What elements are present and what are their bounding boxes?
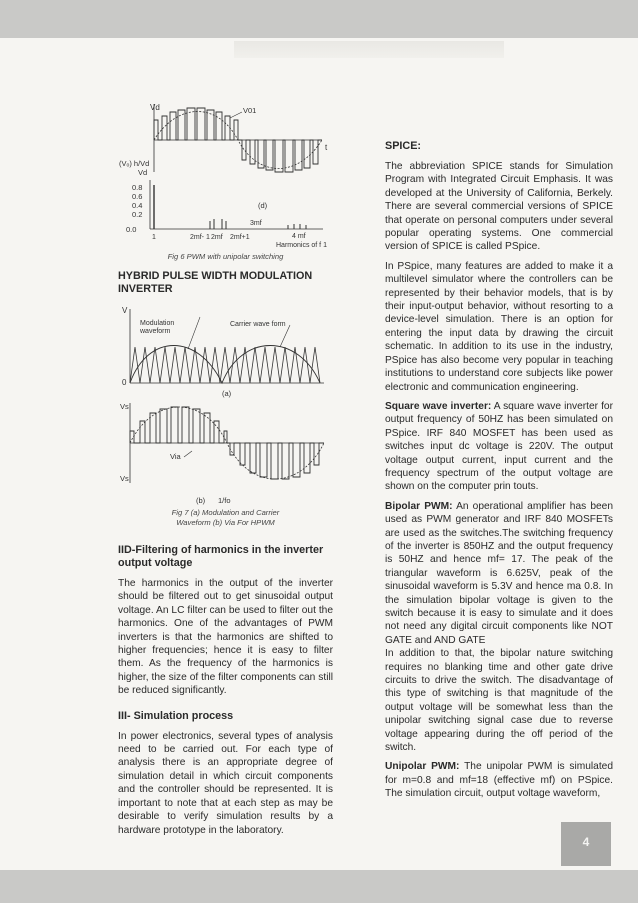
- para-spice-1: The abbreviation SPICE stands for Simulation Program with Integrated Circuit Emphasis. It was developed at the University of California, Berkely. There are several commercial versions of SPICE that operate on personal computers under several popular operating systems. One commercial version of SPICE is called PSpice.: [385, 161, 613, 253]
- fig7-figure: [118, 303, 333, 508]
- fig6-xtick-a: 2mf- 1: [190, 234, 210, 241]
- text-bipolar: An operational amplifier has been used as PWM generator and IRF 840 MOSFETs are used as the switches.The switching frequency of the inverter is 850HZ and the output frequency is 50HZ and hence mf= 17. The peak of the triangular waveform is 6.625V, peak of the sinusoidal waveform is 5.3V and hence ma 0.8. In the simulation bipolar voltage is given to the switch because it is easy to simulate and it does not need any digital circuit components like NOT GATE and AND GATE: [385, 500, 614, 646]
- fig6-ytick-2: 0.4: [132, 201, 143, 210]
- fig7a-zero-label: 0: [122, 378, 127, 387]
- fig7-caption-line2: Waveform (b) Via For HPWM: [176, 518, 275, 527]
- heading-filtering: IID-Filtering of harmonics in the inverter output voltage: [118, 544, 324, 569]
- text-unipolar: The unipolar PWM is simulated for m=0.8 and mf=18 (effective mf) on PSpice. The simulation circuit, output voltage waveform,: [385, 761, 614, 800]
- text-square-wave: A square wave inverter for output frequency of 50HZ has been simulated on PSpice. IRF 840 MOSFET has been used as switches input dc voltage is 220V. The output voltage output current, input current and the frequency spectrum of the output voltage are shown on the computer prin touts.: [385, 400, 613, 493]
- fig6-xtick-3mf: 3mf: [250, 220, 262, 227]
- fig7a-carrier-label: Carrier wave form: [230, 321, 286, 328]
- para-spice-2: In PSpice, many features are added to make it a multilevel simulator where the controllers can be represented by their behavior models, that is by their input-output behavior, without resorting to a device-level simulation. There is an option for entering the input data by drawing the circuit schematic. In addition to its use in the industry, PSpice has also become very popular in teaching institutions to understand core subjects like power electronic and communication engineering.: [385, 260, 613, 393]
- fig6-xtick-b: 2mf: [211, 234, 223, 241]
- fig7-caption: [118, 508, 333, 528]
- header-band: [234, 41, 504, 58]
- para-unipolar: [385, 760, 613, 800]
- fig7a-carrier-leader: [280, 325, 290, 347]
- fig7a-carrier-triangles: [130, 347, 320, 383]
- fig7a-mod-leader: [188, 317, 200, 349]
- fig7b-fo-label: 1/fo: [218, 496, 231, 505]
- fig7-v-label: V: [122, 306, 128, 315]
- fig7-caption-line1: Fig 7 (a) Modulation and Carrier: [171, 508, 280, 517]
- fig7a-modulation-label-1: Modulation: [140, 320, 175, 327]
- fig6-vd-label: Vd: [150, 103, 160, 112]
- fig6-figure: [118, 92, 333, 252]
- fig6-ytick-0: 0.8: [132, 183, 143, 192]
- fig7a-modulation-label-2: waveform: [140, 328, 171, 335]
- fig7b-vs-top: Vs: [120, 402, 129, 411]
- fig6-vd2-label: Vd: [138, 168, 148, 177]
- lead-bipolar: Bipolar PWM:: [385, 500, 453, 512]
- para-filtering: The harmonics in the output of the inverter should be filtered out to get sinusoidal output voltage. An LC filter can be used to filter out the harmonics. One of the advantages of PWM inverters is that the harmonics are shifted to higher frequencies; hence it is easy to filter them. As the frequency of the harmonics is higher, the size of the filter components can still be reduced significantly.: [118, 578, 333, 697]
- fig6-panel-label: (d): [258, 201, 268, 210]
- fig6-ytick-1: 0.6: [132, 192, 143, 201]
- fig6-ytick-3: 0.2: [132, 210, 143, 219]
- fig7a-panel-label: (a): [222, 389, 232, 398]
- fig6-ytick-4: 0.0: [126, 225, 137, 234]
- fig7b-vs-bottom: Vs: [120, 474, 129, 483]
- fig6-caption: Fig 6 PWM with unipolar switching: [167, 252, 284, 261]
- para-bipolar-2: In addition to that, the bipolar nature switching requires no blanking time and other gate drive circuits to drive the switch. The disadvantage of this type of switching is that magnitude of the output voltage will be somewhat less than the unipolar switching signal case due to reverse voltage appearing during the off period of the switch.: [385, 648, 613, 754]
- left-column: [118, 92, 333, 843]
- fig6-ratio-label: (Vₒ) h/Vd: [119, 159, 150, 168]
- fig6-xtick-c: 2mf+1: [230, 234, 250, 241]
- heading-simulation: III- Simulation process: [118, 709, 234, 722]
- heading-spice: SPICE:: [385, 140, 421, 152]
- fig7b-panel-label: (b): [196, 496, 206, 505]
- fig7a-modulation-arcs: [130, 346, 320, 384]
- fig6-xtick-1: 1: [152, 234, 156, 241]
- fig6-vo1-label: V01: [243, 106, 257, 115]
- fig7b-via-label: Via: [170, 452, 181, 461]
- para-square-wave: [385, 400, 613, 494]
- heading-hybrid-pwm: HYBRID PULSE WIDTH MODULATION INVERTER: [118, 270, 313, 295]
- page-number: 4: [561, 822, 611, 866]
- para-bipolar: [385, 500, 613, 647]
- para-simulation: In power electronics, several types of analysis need to be carried out. For each type of analysis there is an appropriate degree of simulation detail in which circuit components and the controller should be represented. It is important to note that at each step as may be desirable to verify simulation results by a hardware prototype in the laboratory.: [118, 730, 333, 836]
- fig6-vo1-leader: [230, 112, 242, 118]
- lead-unipolar: Unipolar PWM:: [385, 761, 460, 773]
- fig7b-via-leader: [184, 451, 192, 457]
- fig6-t-label: t: [325, 143, 328, 152]
- lead-square-wave: Square wave inverter:: [385, 400, 492, 412]
- fig6-xlabel: Harmonics of f 1: [276, 242, 327, 249]
- fig6-xtick-4mf: 4 mf: [292, 233, 306, 240]
- right-column: [385, 140, 613, 807]
